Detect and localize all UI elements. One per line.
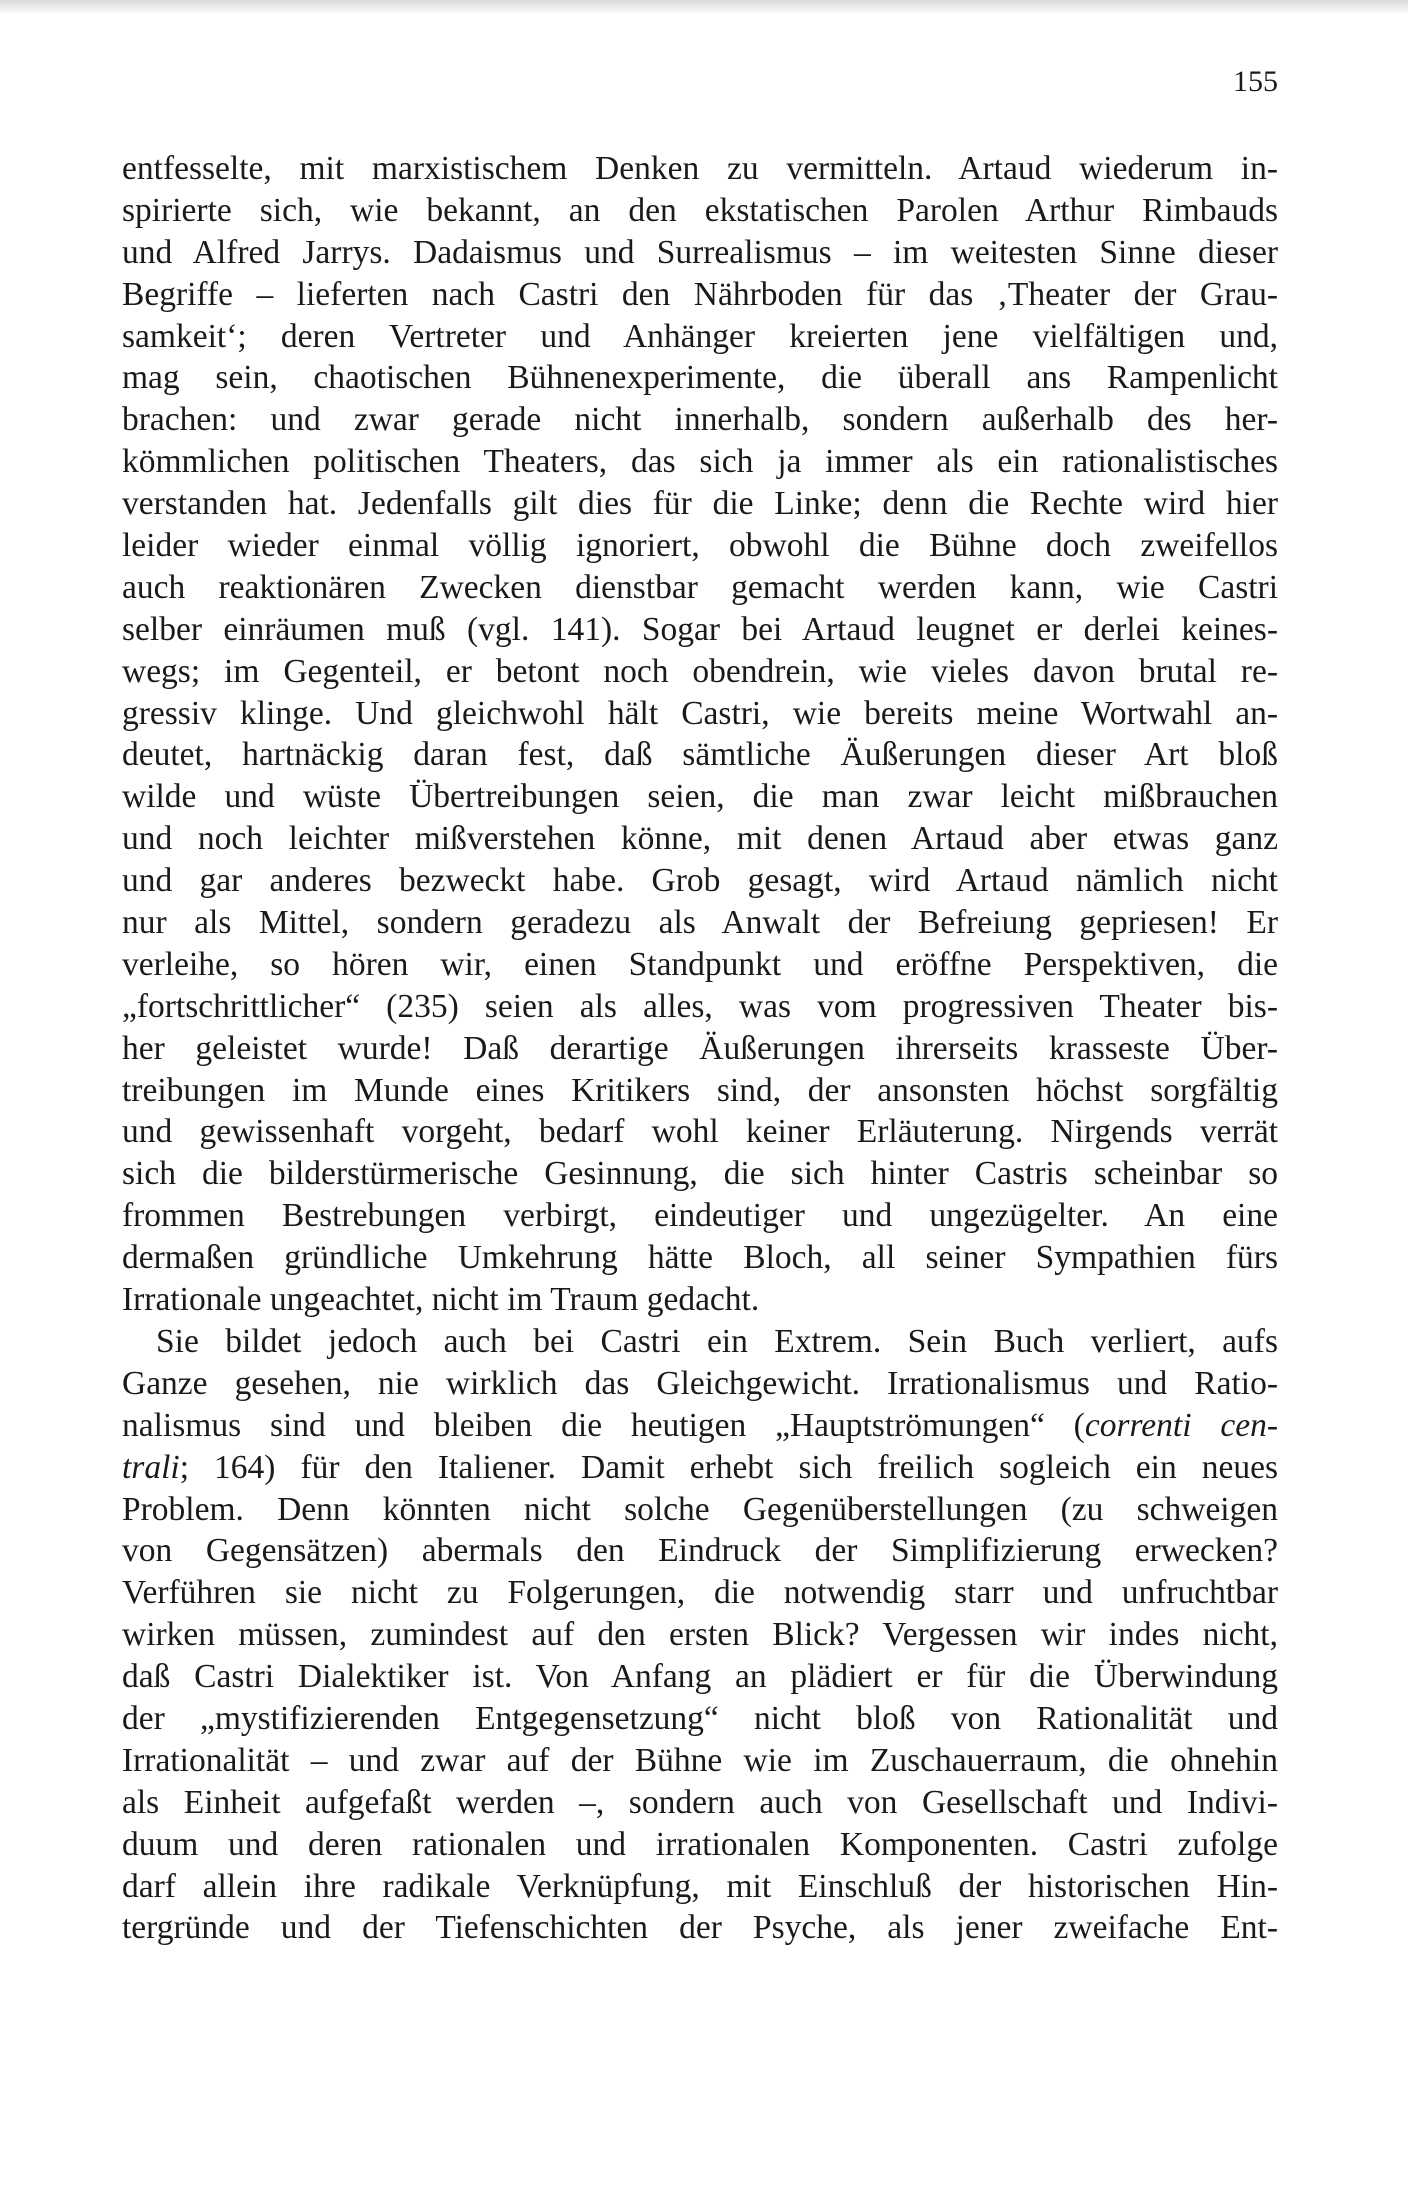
text-line: auch reaktionären Zwecken dienstbar gemacht werden kann, wie Castri — [122, 568, 1278, 606]
text-line: und gar anderes bezweckt habe. Grob gesagt, wird Artaud nämlich nicht — [122, 862, 1278, 900]
text-line: selber einräumen muß (vgl. 141). Sogar bei Artaud leugnet er derlei keines- — [122, 610, 1278, 648]
text-line: leider wieder einmal völlig ignoriert, obwohl die Bühne doch zweifellos — [122, 527, 1278, 565]
text-line: sich die bilderstürmerische Gesinnung, die sich hinter Castris scheinbar so — [122, 1155, 1278, 1193]
paragraph-end-line: Irrationale ungeachtet, nicht im Traum gedacht. — [122, 1281, 760, 1319]
scan-top-edge — [0, 0, 1408, 14]
text-line: nalismus sind und bleiben die heutigen „Hauptströmungen“ (correnti cen- — [122, 1406, 1278, 1444]
text-line: darf allein ihre radikale Verknüpfung, mit Einschluß der historischen Hin- — [122, 1867, 1278, 1905]
text-line: deutet, hartnäckig daran fest, daß sämtliche Äußerungen dieser Art bloß — [122, 736, 1278, 774]
text-line: duum und deren rationalen und irrationalen Komponenten. Castri zufolge — [122, 1825, 1278, 1863]
text-line: „fortschrittlicher“ (235) seien als alles, was vom progressiven Theater bis- — [122, 987, 1278, 1025]
body-text — [122, 148, 1278, 1949]
text-line: mag sein, chaotischen Bühnenexperimente, die überall ans Rampenlicht — [122, 359, 1278, 397]
text-line: daß Castri Dialektiker ist. Von Anfang an plädiert er für die Überwindung — [122, 1658, 1278, 1696]
text-line: verstanden hat. Jedenfalls gilt dies für die Linke; denn die Rechte wird hier — [122, 485, 1278, 523]
text-line: Problem. Denn könnten nicht solche Gegenüberstellungen (zu schweigen — [122, 1490, 1278, 1528]
text-line: spirierte sich, wie bekannt, an den ekstatischen Parolen Arthur Rimbauds — [122, 191, 1278, 229]
text-line: Irrationalität – und zwar auf der Bühne wie im Zuschauerraum, die ohnehin — [122, 1741, 1278, 1779]
text-line: als Einheit aufgefaßt werden –, sondern auch von Gesellschaft und Indivi- — [122, 1783, 1278, 1821]
text-line: her geleistet wurde! Daß derartige Äußerungen ihrerseits krasseste Über- — [122, 1029, 1278, 1067]
text-line: samkeit‘; deren Vertreter und Anhänger kreierten jene vielfältigen und, — [122, 317, 1278, 355]
text-line: gressiv klinge. Und gleichwohl hält Castri, wie bereits meine Wortwahl an- — [122, 694, 1278, 732]
text-line: Verführen sie nicht zu Folgerungen, die notwendig starr und unfruchtbar — [122, 1574, 1278, 1612]
text-line: kömmlichen politischen Theaters, das sich ja immer als ein rationalistisches — [122, 443, 1278, 481]
text-line: tergründe und der Tiefenschichten der Psyche, als jener zweifache Ent- — [122, 1909, 1278, 1947]
text-line: von Gegensätzen) abermals den Eindruck der Simplifizierung erwecken? — [122, 1532, 1278, 1570]
text-line: nur als Mittel, sondern geradezu als Anwalt der Befreiung gepriesen! Er — [122, 904, 1278, 942]
text-line: verleihe, so hören wir, einen Standpunkt und eröffne Perspektiven, die — [122, 945, 1278, 983]
text-line: wirken müssen, zumindest auf den ersten Blick? Vergessen wir indes nicht, — [122, 1616, 1278, 1654]
text-line: wilde und wüste Übertreibungen seien, die man zwar leicht mißbrauchen — [122, 778, 1278, 816]
italic-term: correnti cen- — [1084, 1406, 1278, 1444]
text-line: der „mystifizierenden Entgegensetzung“ nicht bloß von Rationalität und — [122, 1699, 1278, 1737]
text-line: trali; 164) für den Italiener. Damit erhebt sich freilich sogleich ein neues — [122, 1448, 1278, 1486]
text-line: entfesselte, mit marxistischem Denken zu vermitteln. Artaud wiederum in- — [122, 150, 1278, 187]
text-line: dermaßen gründliche Umkehrung hätte Bloch, all seiner Sympathien fürs — [122, 1239, 1278, 1277]
page-number: 155 — [1233, 65, 1278, 98]
text-line: frommen Bestrebungen verbirgt, eindeutiger und ungezügelter. An eine — [122, 1197, 1278, 1235]
text-line: Begriffe – lieferten nach Castri den Nährboden für das ‚Theater der Grau- — [122, 275, 1278, 313]
text-line: treibungen im Munde eines Kritikers sind, der ansonsten höchst sorgfältig — [122, 1071, 1278, 1109]
text-line: Ganze gesehen, nie wirklich das Gleichgewicht. Irrationalismus und Ratio- — [122, 1364, 1278, 1402]
italic-term: trali — [122, 1448, 180, 1486]
text-line: und Alfred Jarrys. Dadaismus und Surrealismus – im weitesten Sinne dieser — [122, 233, 1278, 271]
text-line: brachen: und zwar gerade nicht innerhalb, sondern außerhalb des her- — [122, 401, 1278, 439]
text-line: wegs; im Gegenteil, er betont noch obendrein, wie vieles davon brutal re- — [122, 652, 1278, 690]
text-line: und noch leichter mißverstehen könne, mit denen Artaud aber etwas ganz — [122, 820, 1278, 858]
paragraph-start-line: Sie bildet jedoch auch bei Castri ein Extrem. Sein Buch verliert, aufs — [156, 1322, 1278, 1360]
text-line: und gewissenhaft vorgeht, bedarf wohl keiner Erläuterung. Nirgends verrät — [122, 1113, 1278, 1151]
